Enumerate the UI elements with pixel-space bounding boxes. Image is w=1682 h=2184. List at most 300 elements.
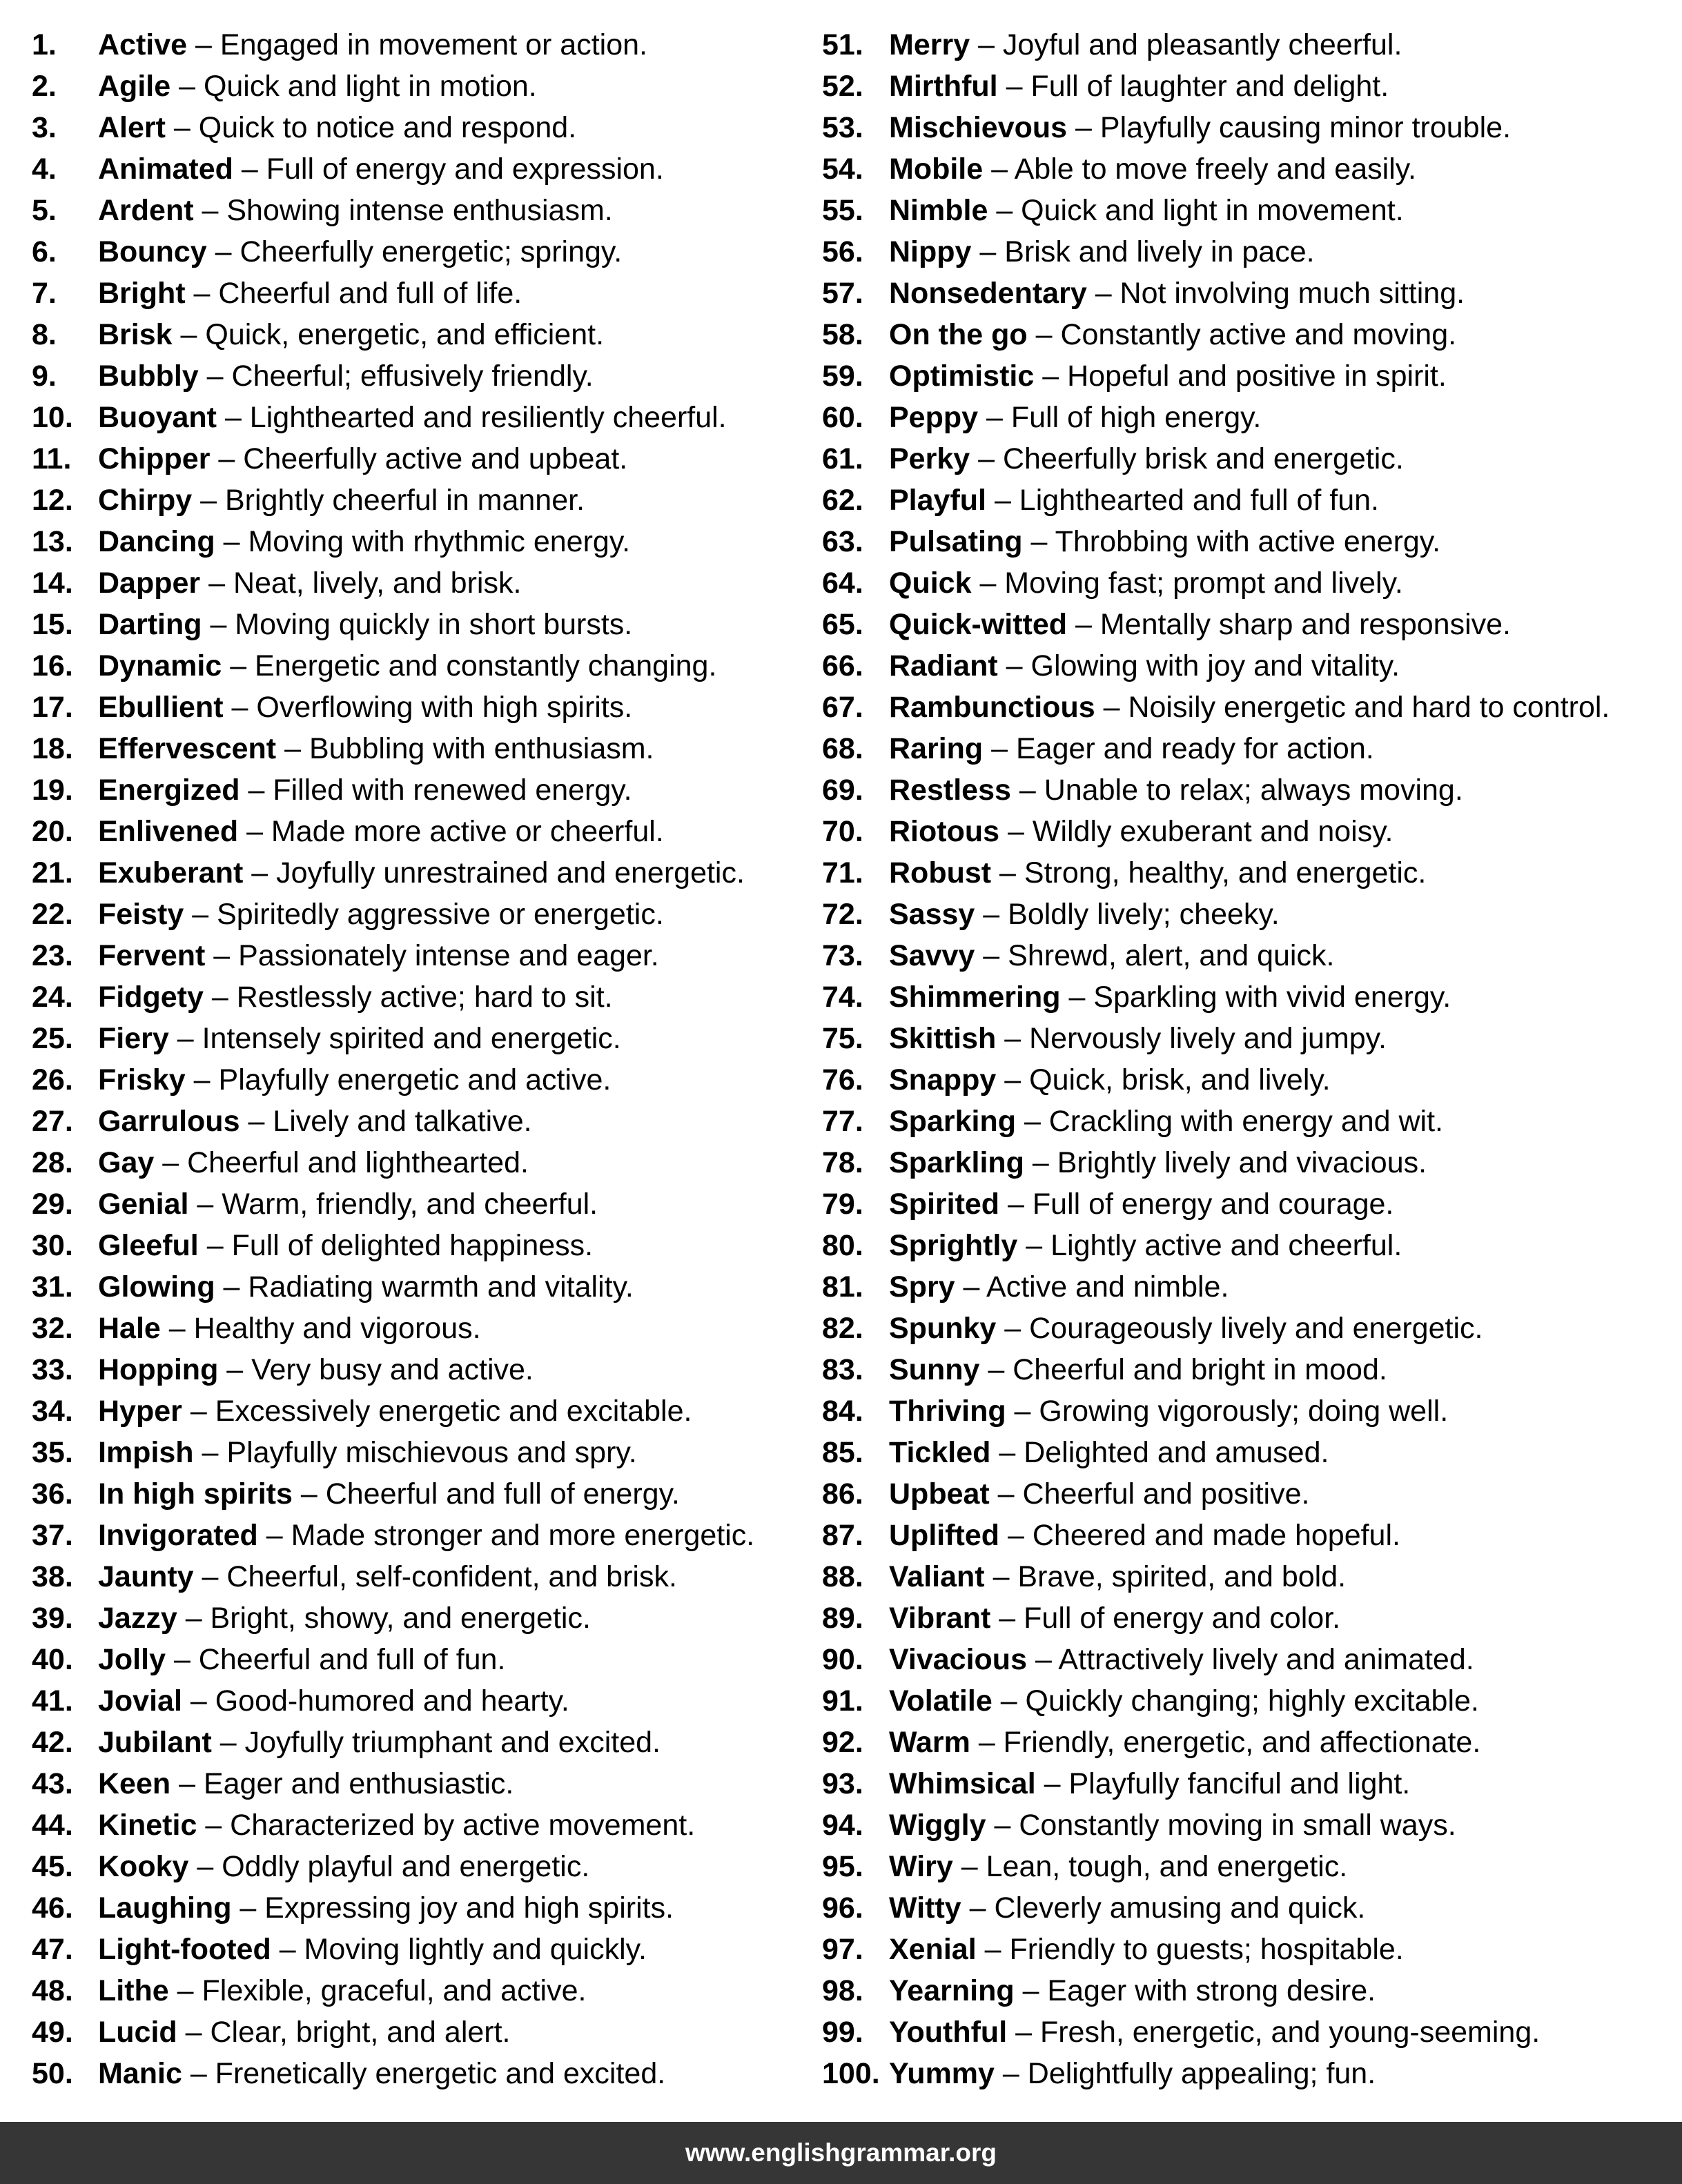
item-entry xyxy=(889,1142,1427,1183)
item-entry xyxy=(889,1308,1483,1349)
item-number: 73. xyxy=(822,939,863,972)
item-definition: – Shrewd, alert, and quick. xyxy=(975,939,1335,972)
item-number: 39. xyxy=(32,1602,73,1635)
item-entry xyxy=(889,1597,1340,1639)
item-number: 3. xyxy=(32,111,57,144)
item-word: Nonsedentary xyxy=(889,277,1087,310)
item-number: 2. xyxy=(32,70,57,103)
item-entry xyxy=(98,1390,692,1432)
item-word: Vibrant xyxy=(889,1602,991,1635)
item-entry xyxy=(98,935,659,976)
item-number: 52. xyxy=(822,70,863,103)
item-entry xyxy=(98,1101,532,1142)
item-number: 84. xyxy=(822,1395,863,1428)
item-word: Uplifted xyxy=(889,1519,1000,1552)
item-entry xyxy=(889,1059,1331,1101)
item-word: Whimsical xyxy=(889,1767,1036,1800)
item-definition: – Bright, showy, and energetic. xyxy=(177,1602,591,1635)
item-word: Warm xyxy=(889,1726,970,1759)
item-definition: – Healthy and vigorous. xyxy=(160,1312,481,1345)
item-number: 53. xyxy=(822,111,863,144)
item-entry xyxy=(889,190,1404,231)
item-entry xyxy=(889,852,1426,894)
item-word: Enlivened xyxy=(98,815,239,848)
item-number: 51. xyxy=(822,28,863,61)
item-definition: – Cheerful and full of energy. xyxy=(292,1477,680,1511)
item-number: 49. xyxy=(32,2016,73,2049)
item-number: 71. xyxy=(822,856,863,889)
item-word: Tickled xyxy=(889,1436,991,1469)
item-definition: – Brave, spirited, and bold. xyxy=(984,1560,1347,1593)
item-definition: – Moving quickly in short bursts. xyxy=(202,608,633,641)
item-definition: – Lively and talkative. xyxy=(239,1105,532,1138)
item-definition: – Lightly active and cheerful. xyxy=(1017,1229,1402,1262)
item-number: 18. xyxy=(32,732,73,765)
item-definition: – Playfully causing minor trouble. xyxy=(1067,111,1512,144)
item-number: 63. xyxy=(822,525,863,558)
item-word: Lithe xyxy=(98,1974,169,2007)
item-word: Dapper xyxy=(98,567,201,600)
item-number: 29. xyxy=(32,1188,73,1221)
item-definition: – Boldly lively; cheeky. xyxy=(975,898,1280,931)
item-definition: – Expressing joy and high spirits. xyxy=(231,1891,674,1925)
item-word: Animated xyxy=(98,153,233,186)
item-definition: – Frenetically energetic and excited. xyxy=(182,2057,666,2090)
item-entry xyxy=(98,1266,634,1308)
item-entry xyxy=(889,1763,1410,1804)
item-word: Quick-witted xyxy=(889,608,1068,641)
item-definition: – Delightfully appealing; fun. xyxy=(994,2057,1376,2090)
item-word: Active xyxy=(98,28,188,61)
item-definition: – Attractively lively and animated. xyxy=(1027,1643,1474,1676)
item-entry xyxy=(98,231,622,273)
item-word: Bright xyxy=(98,277,186,310)
item-definition: – Wildly exuberant and noisy. xyxy=(999,815,1393,848)
item-definition: – Constantly moving in small ways. xyxy=(986,1809,1456,1842)
item-definition: – Crackling with energy and wit. xyxy=(1016,1105,1444,1138)
item-definition: – Glowing with joy and vitality. xyxy=(997,649,1400,682)
item-number: 16. xyxy=(32,649,73,682)
item-word: Jaunty xyxy=(98,1560,194,1593)
item-entry xyxy=(889,24,1402,66)
item-number: 59. xyxy=(822,360,863,393)
item-definition: – Cheerfully active and upbeat. xyxy=(210,442,628,475)
item-definition: – Full of energy and courage. xyxy=(999,1188,1394,1221)
item-word: Chipper xyxy=(98,442,211,475)
item-definition: – Hopeful and positive in spirit. xyxy=(1034,360,1447,393)
item-definition: – Passionately intense and eager. xyxy=(205,939,659,972)
item-definition: – Full of laughter and delight. xyxy=(997,70,1389,103)
item-definition: – Fresh, energetic, and young-seeming. xyxy=(1007,2016,1541,2049)
item-definition: – Quick to notice and respond. xyxy=(165,111,577,144)
item-definition: – Engaged in movement or action. xyxy=(187,28,647,61)
item-number: 15. xyxy=(32,608,73,641)
item-entry xyxy=(98,852,745,894)
item-definition: – Bubbling with enthusiasm. xyxy=(276,732,654,765)
item-entry xyxy=(889,1101,1443,1142)
item-number: 34. xyxy=(32,1395,73,1428)
item-word: Jolly xyxy=(98,1643,166,1676)
item-definition: – Able to move freely and easily. xyxy=(983,153,1416,186)
item-definition: – Quick, energetic, and efficient. xyxy=(172,318,605,351)
item-definition: – Joyful and pleasantly cheerful. xyxy=(970,28,1402,61)
item-word: Wiry xyxy=(889,1850,953,1883)
item-entry xyxy=(98,107,576,148)
footer-bar xyxy=(0,2122,1682,2184)
item-word: Riotous xyxy=(889,815,1000,848)
item-word: Effervescent xyxy=(98,732,277,765)
item-number: 1. xyxy=(32,28,57,61)
item-number: 95. xyxy=(822,1850,863,1883)
item-definition: – Cheerful and full of life. xyxy=(185,277,522,310)
item-definition: – Full of energy and expression. xyxy=(233,153,664,186)
item-definition: – Eager with strong desire. xyxy=(1014,1974,1376,2007)
item-number: 20. xyxy=(32,815,73,848)
item-entry xyxy=(889,1473,1309,1515)
item-number: 22. xyxy=(32,898,73,931)
item-number: 93. xyxy=(822,1767,863,1800)
item-definition: – Characterized by active movement. xyxy=(197,1809,696,1842)
item-definition: – Flexible, graceful, and active. xyxy=(168,1974,587,2007)
item-number: 64. xyxy=(822,567,863,600)
item-definition: – Joyfully unrestrained and energetic. xyxy=(243,856,745,889)
item-entry xyxy=(98,1680,569,1722)
item-word: Sassy xyxy=(889,898,975,931)
item-definition: – Cheerfully energetic; springy. xyxy=(206,235,623,268)
item-definition: – Radiating warmth and vitality. xyxy=(215,1270,634,1303)
item-entry xyxy=(98,604,632,645)
item-entry xyxy=(98,397,727,438)
item-definition: – Showing intense enthusiasm. xyxy=(193,194,613,227)
item-entry xyxy=(98,1763,514,1804)
item-definition: – Unable to relax; always moving. xyxy=(1010,774,1463,807)
item-word: Merry xyxy=(889,28,970,61)
item-word: Garrulous xyxy=(98,1105,240,1138)
item-number: 96. xyxy=(822,1891,863,1925)
item-entry xyxy=(98,1349,534,1390)
item-entry xyxy=(98,811,664,852)
item-definition: – Lighthearted and resiliently cheerful. xyxy=(217,401,727,434)
item-word: Snappy xyxy=(889,1063,997,1096)
item-number: 37. xyxy=(32,1519,73,1552)
item-entry xyxy=(889,1887,1365,1929)
item-entry xyxy=(889,1804,1456,1846)
item-entry xyxy=(98,1059,611,1101)
item-definition: – Growing vigorously; doing well. xyxy=(1006,1395,1449,1428)
item-entry xyxy=(98,521,630,562)
item-entry xyxy=(98,1018,621,1059)
item-definition: – Quickly changing; highly excitable. xyxy=(992,1684,1479,1718)
item-number: 85. xyxy=(822,1436,863,1469)
item-word: Quick xyxy=(889,567,972,600)
item-word: Mischievous xyxy=(889,111,1068,144)
item-definition: – Friendly, energetic, and affectionate. xyxy=(970,1726,1481,1759)
item-definition: – Not involving much sitting. xyxy=(1086,277,1465,310)
item-word: Brisk xyxy=(98,318,173,351)
item-number: 35. xyxy=(32,1436,73,1469)
item-number: 88. xyxy=(822,1560,863,1593)
item-definition: – Mentally sharp and responsive. xyxy=(1067,608,1511,641)
item-number: 24. xyxy=(32,981,73,1014)
item-entry xyxy=(889,1432,1329,1473)
item-number: 13. xyxy=(32,525,73,558)
item-entry xyxy=(889,66,1389,107)
item-entry xyxy=(98,1804,695,1846)
item-definition: – Quick, brisk, and lively. xyxy=(996,1063,1331,1096)
item-number: 27. xyxy=(32,1105,73,1138)
item-entry xyxy=(98,1846,589,1887)
item-entry xyxy=(889,1970,1376,2011)
item-entry xyxy=(889,355,1447,397)
item-definition: – Cheerful and bright in mood. xyxy=(979,1353,1387,1386)
item-entry xyxy=(889,645,1400,687)
item-word: Fervent xyxy=(98,939,206,972)
item-number: 50. xyxy=(32,2057,73,2090)
item-number: 83. xyxy=(822,1353,863,1386)
item-definition: – Cheerful; effusively friendly. xyxy=(198,360,594,393)
item-number: 80. xyxy=(822,1229,863,1262)
item-number: 10. xyxy=(32,401,73,434)
item-entry xyxy=(98,2011,511,2053)
item-number: 94. xyxy=(822,1809,863,1842)
item-word: Spirited xyxy=(889,1188,1000,1221)
item-entry xyxy=(98,2053,665,2094)
item-entry xyxy=(889,1390,1448,1432)
item-definition: – Lean, tough, and energetic. xyxy=(952,1850,1348,1883)
item-definition: – Brisk and lively in pace. xyxy=(971,235,1315,268)
item-number: 12. xyxy=(32,484,73,517)
item-definition: – Nervously lively and jumpy. xyxy=(996,1022,1387,1055)
item-entry xyxy=(889,562,1403,604)
item-entry xyxy=(889,1639,1474,1680)
item-definition: – Joyfully triumphant and excited. xyxy=(211,1726,661,1759)
item-number: 42. xyxy=(32,1726,73,1759)
item-number: 48. xyxy=(32,1974,73,2007)
item-entry xyxy=(889,314,1456,355)
item-entry xyxy=(98,314,604,355)
item-number: 98. xyxy=(822,1974,863,2007)
item-number: 43. xyxy=(32,1767,73,1800)
item-word: Sparking xyxy=(889,1105,1016,1138)
item-number: 38. xyxy=(32,1560,73,1593)
item-entry xyxy=(889,480,1379,521)
item-definition: – Strong, healthy, and energetic. xyxy=(991,856,1427,889)
item-word: Energized xyxy=(98,774,240,807)
item-definition: – Lighthearted and full of fun. xyxy=(986,484,1379,517)
item-definition: – Constantly active and moving. xyxy=(1027,318,1457,351)
item-number: 23. xyxy=(32,939,73,972)
item-definition: – Active and nimble. xyxy=(955,1270,1229,1303)
item-word: Exuberant xyxy=(98,856,244,889)
item-word: Lucid xyxy=(98,2016,177,2049)
item-definition: – Playfully fanciful and light. xyxy=(1035,1767,1411,1800)
item-definition: – Clear, bright, and alert. xyxy=(177,2016,511,2049)
item-entry xyxy=(889,1515,1400,1556)
item-word: Sparkling xyxy=(889,1146,1024,1179)
item-word: Fidgety xyxy=(98,981,204,1014)
item-definition: – Moving fast; prompt and lively. xyxy=(971,567,1403,600)
item-entry xyxy=(98,273,522,314)
item-entry xyxy=(98,438,627,480)
item-word: Peppy xyxy=(889,401,979,434)
item-number: 81. xyxy=(822,1270,863,1303)
item-number: 66. xyxy=(822,649,863,682)
item-number: 99. xyxy=(822,2016,863,2049)
item-word: Hopping xyxy=(98,1353,219,1386)
item-definition: – Courageously lively and energetic. xyxy=(996,1312,1483,1345)
item-word: Wiggly xyxy=(889,1809,986,1842)
item-number: 68. xyxy=(822,732,863,765)
item-entry xyxy=(98,1183,598,1225)
item-entry xyxy=(889,438,1404,480)
item-word: Nimble xyxy=(889,194,988,227)
item-number: 72. xyxy=(822,898,863,931)
item-number: 67. xyxy=(822,691,863,724)
item-entry xyxy=(889,894,1280,935)
item-word: Impish xyxy=(98,1436,194,1469)
item-entry xyxy=(98,769,632,811)
item-entry xyxy=(98,1142,529,1183)
item-entry xyxy=(98,1722,661,1763)
item-number: 79. xyxy=(822,1188,863,1221)
item-number: 6. xyxy=(32,235,57,268)
item-word: Spunky xyxy=(889,1312,997,1345)
item-entry xyxy=(889,769,1463,811)
item-definition: – Made more active or cheerful. xyxy=(238,815,664,848)
item-entry xyxy=(889,1846,1347,1887)
item-definition: – Cheerful, self-confident, and brisk. xyxy=(193,1560,677,1593)
item-definition: – Full of high energy. xyxy=(978,401,1262,434)
item-entry xyxy=(98,1597,591,1639)
item-word: Genial xyxy=(98,1188,189,1221)
item-number: 26. xyxy=(32,1063,73,1096)
item-number: 25. xyxy=(32,1022,73,1055)
item-entry xyxy=(889,1722,1480,1763)
item-definition: – Noisily energetic and hard to control. xyxy=(1095,691,1610,724)
item-word: Dynamic xyxy=(98,649,222,682)
item-number: 70. xyxy=(822,815,863,848)
item-number: 82. xyxy=(822,1312,863,1345)
item-entry xyxy=(98,894,664,935)
item-number: 19. xyxy=(32,774,73,807)
item-word: Robust xyxy=(889,856,992,889)
item-number: 55. xyxy=(822,194,863,227)
item-number: 77. xyxy=(822,1105,863,1138)
item-entry xyxy=(98,1432,637,1473)
item-entry xyxy=(98,24,647,66)
item-word: Sprightly xyxy=(889,1229,1018,1262)
item-word: Youthful xyxy=(889,2016,1008,2049)
item-entry xyxy=(98,1887,674,1929)
item-word: Laughing xyxy=(98,1891,232,1925)
item-definition: – Brightly cheerful in manner. xyxy=(192,484,585,517)
item-definition: – Moving with rhythmic energy. xyxy=(215,525,631,558)
item-definition: – Energetic and constantly changing. xyxy=(222,649,717,682)
item-word: Yummy xyxy=(889,2057,995,2090)
item-definition: – Spiritedly aggressive or energetic. xyxy=(184,898,664,931)
item-word: Mobile xyxy=(889,153,984,186)
item-number: 61. xyxy=(822,442,863,475)
item-word: Kooky xyxy=(98,1850,189,1883)
item-number: 97. xyxy=(822,1933,863,1966)
item-definition: – Neat, lively, and brisk. xyxy=(200,567,522,600)
item-number: 5. xyxy=(32,194,57,227)
item-entry xyxy=(98,66,537,107)
item-number: 4. xyxy=(32,153,57,186)
item-definition: – Quick and light in movement. xyxy=(988,194,1404,227)
item-word: Ardent xyxy=(98,194,194,227)
item-number: 56. xyxy=(822,235,863,268)
item-definition: – Cheerfully brisk and energetic. xyxy=(970,442,1404,475)
item-word: Upbeat xyxy=(889,1477,990,1511)
item-entry xyxy=(889,231,1315,273)
item-definition: – Warm, friendly, and cheerful. xyxy=(188,1188,598,1221)
item-word: Restless xyxy=(889,774,1011,807)
item-word: Radiant xyxy=(889,649,998,682)
item-number: 92. xyxy=(822,1726,863,1759)
item-number: 30. xyxy=(32,1229,73,1262)
item-definition: – Playfully mischievous and spry. xyxy=(193,1436,637,1469)
item-entry xyxy=(889,1349,1387,1390)
item-word: Perky xyxy=(889,442,970,475)
item-word: Buoyant xyxy=(98,401,217,434)
item-entry xyxy=(98,687,632,728)
item-definition: – Playfully energetic and active. xyxy=(185,1063,612,1096)
item-word: Feisty xyxy=(98,898,184,931)
item-definition: – Cheerful and full of fun. xyxy=(166,1643,506,1676)
item-number: 89. xyxy=(822,1602,863,1635)
item-word: Invigorated xyxy=(98,1519,258,1552)
item-word: Witty xyxy=(889,1891,961,1925)
item-definition: – Throbbing with active energy. xyxy=(1022,525,1441,558)
item-definition: – Good-humored and hearty. xyxy=(182,1684,569,1718)
item-entry xyxy=(98,1639,505,1680)
item-number: 28. xyxy=(32,1146,73,1179)
item-definition: – Brightly lively and vivacious. xyxy=(1024,1146,1427,1179)
item-number: 45. xyxy=(32,1850,73,1883)
item-word: Fiery xyxy=(98,1022,169,1055)
item-number: 36. xyxy=(32,1477,73,1511)
item-number: 8. xyxy=(32,318,57,351)
item-entry xyxy=(98,1929,647,1970)
item-number: 46. xyxy=(32,1891,73,1925)
item-entry xyxy=(889,811,1393,852)
item-entry xyxy=(98,562,521,604)
item-definition: – Filled with renewed energy. xyxy=(239,774,632,807)
item-word: Mirthful xyxy=(889,70,998,103)
item-number: 32. xyxy=(32,1312,73,1345)
item-number: 74. xyxy=(822,981,863,1014)
item-word: Nippy xyxy=(889,235,972,268)
item-word: Frisky xyxy=(98,1063,186,1096)
item-entry xyxy=(98,148,664,190)
item-number: 62. xyxy=(822,484,863,517)
item-number: 65. xyxy=(822,608,863,641)
item-number: 9. xyxy=(32,360,57,393)
item-word: Kinetic xyxy=(98,1809,197,1842)
item-entry xyxy=(98,1970,586,2011)
item-entry xyxy=(889,1929,1404,1970)
item-entry xyxy=(889,687,1610,728)
item-word: Dancing xyxy=(98,525,215,558)
item-number: 87. xyxy=(822,1519,863,1552)
item-word: Spry xyxy=(889,1270,955,1303)
item-definition: – Cleverly amusing and quick. xyxy=(961,1891,1366,1925)
item-word: Manic xyxy=(98,2057,182,2090)
item-entry xyxy=(889,521,1440,562)
item-number: 11. xyxy=(32,442,72,475)
item-word: Agile xyxy=(98,70,171,103)
